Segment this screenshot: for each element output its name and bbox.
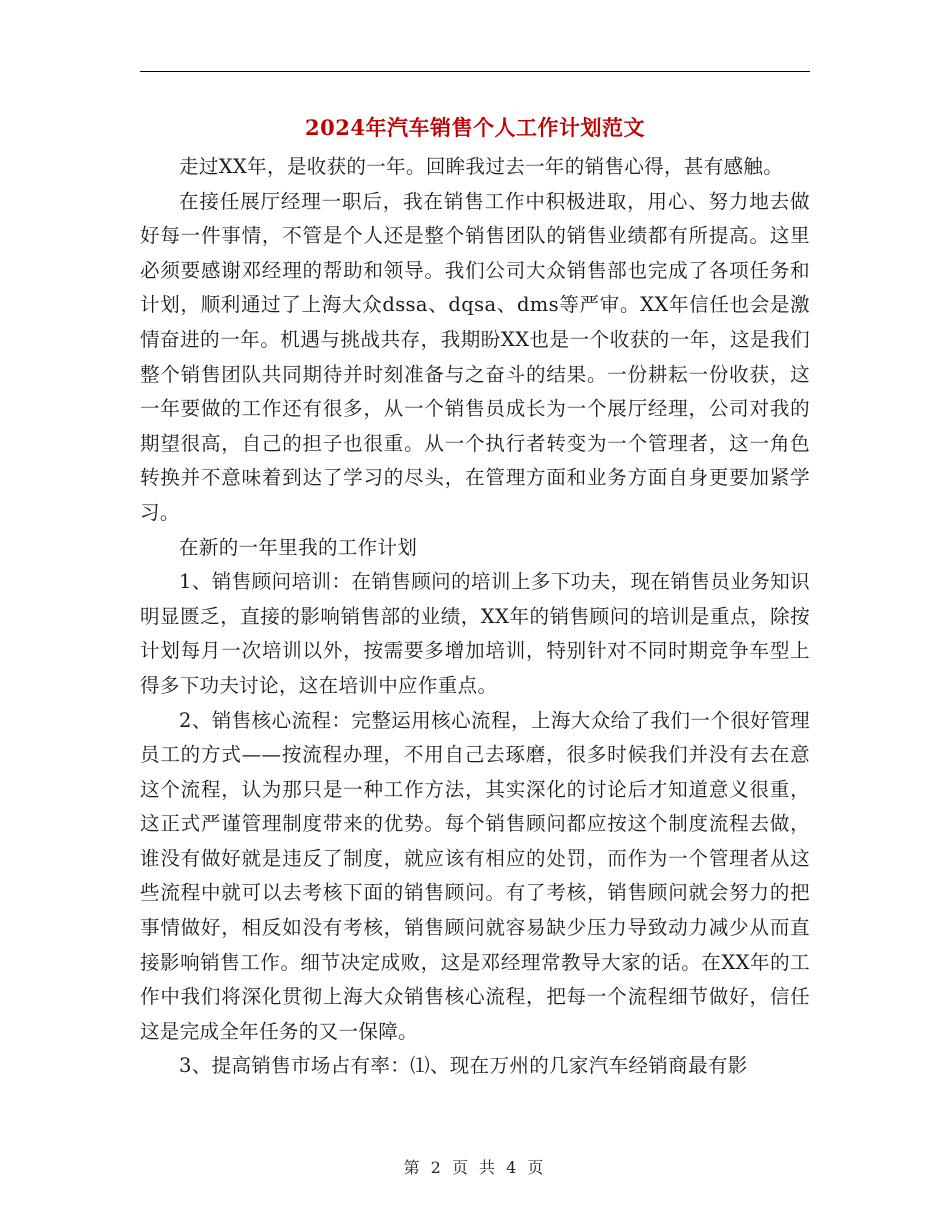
page-number: 第 2 页 共 4 页 [403,1158,547,1177]
paragraph-item-1: 1、销售顾问培训：在销售顾问的培训上多下功夫，现在销售员业务知识明显匮乏，直接的影响销售部的业绩，XX年的销售顾问的培训是重点，除按计划每月一次培训以外，按需要多增加培训，特别针对不同时期竞争车型上得多下功夫讨论，这在培训中应作重点。 [140,570,810,697]
paragraph-intro: 走过XX年，是收获的一年。回眸我过去一年的销售心得，甚有感触。 [179,155,784,178]
paragraph-item-3: 3、提高销售市场占有率：⑴、现在万州的几家汽车经销商最有影 [179,1054,748,1078]
paragraph-plan-heading: 在新的一年里我的工作计划 [179,535,418,559]
paragraph-item-2: 2、销售核心流程：完整运用核心流程，上海大众给了我们一个很好管理员工的方式——按流程办理，不用自己去琢磨，很多时候我们并没有去在意这个流程，认为那只是一种工作方法，其实深化的讨论后才知道意义很重，这正式严谨管理制度带来的优势。每个销售顾问都应按这个制度流程去做，谁没有做好就是违反了制度，就应该有相应的处罚，而作为一个管理者从这些流程中就可以去考核下面的销售顾问。有了考核，销售顾问就会努力的把事情做好，相反如没有考核，销售顾问就容易缺少压力导致动力减少从而直接影响销售工作。细节决定成败，这是邓经理常教导大家的话。在XX年的工作中我们将深化贯彻上海大众销售核心流程，把每一个流程细节做好，信任这是完成全年任务的又一保障。 [140,708,810,1043]
document-body [140,150,810,1084]
document-title: 2024年汽车销售个人工作计划范文 [305,115,645,140]
paragraph-review: 在接任展厅经理一职后，我在销售工作中积极进取，用心、努力地去做好每一件事情，不管是个人还是整个销售团队的销售业绩都有所提高。这里必须要感谢邓经理的帮助和领导。我们公司大众销售部也完成了各项任务和计划，顺利通过了上海大众dssa、dqsa、dms等严审。XX年信任也会是激情奋进的一年。机遇与挑战共存，我期盼XX也是一个收获的一年，这是我们整个销售团队共同期待并时刻准备与之奋斗的结果。一份耕耘一份收获，这一年要做的工作还有很多，从一个销售员成长为一个展厅经理，公司对我的期望很高，自己的担子也很重。从一个执行者转变为一个管理者，这一角色转换并不意味着到达了学习的尽头，在管理方面和业务方面自身更要加紧学习。 [140,189,810,524]
header-rule [140,71,810,72]
